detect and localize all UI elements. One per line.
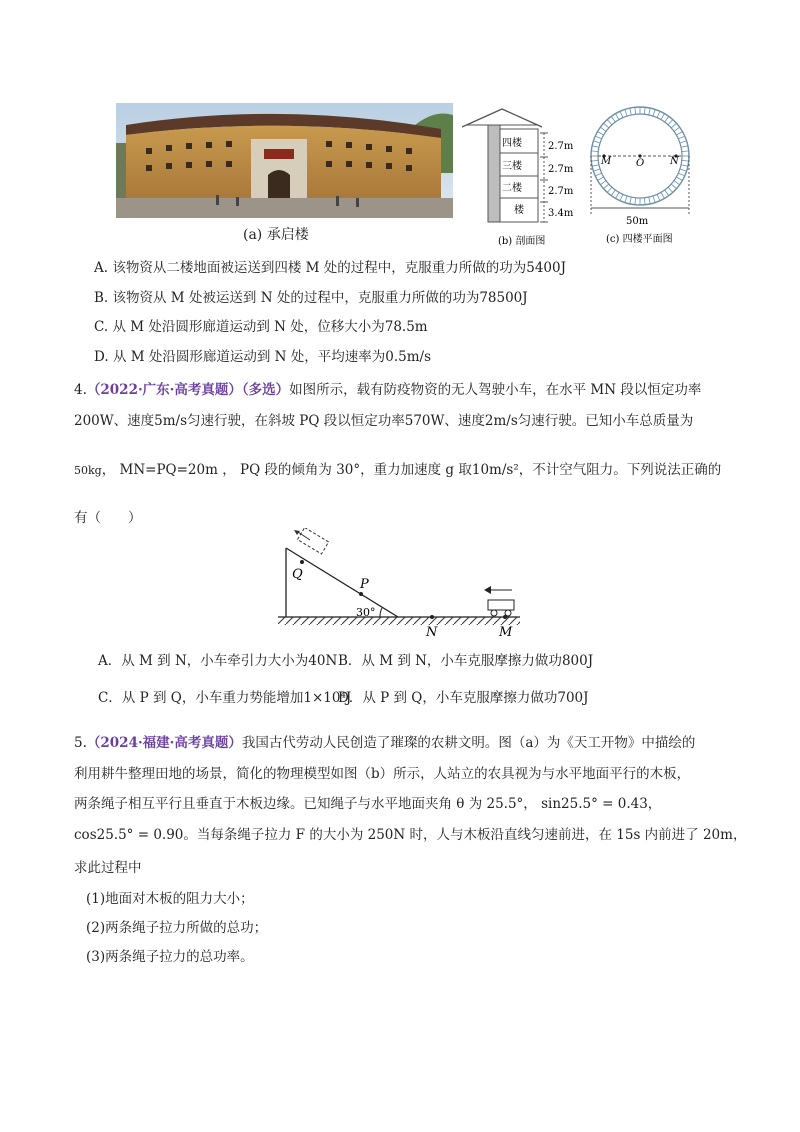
q4-option-d: D．从 P 到 Q，小车克服摩擦力做功700J bbox=[338, 690, 589, 706]
photo-caption: (a) 承启楼 bbox=[243, 227, 309, 243]
ring-tick bbox=[680, 141, 687, 143]
ring-tick bbox=[604, 123, 609, 128]
ring-tick bbox=[676, 132, 682, 136]
ring-tick bbox=[607, 187, 612, 192]
ring-tick bbox=[595, 136, 601, 139]
ring-tick bbox=[668, 120, 673, 125]
ring-tick bbox=[593, 141, 600, 143]
ring-tick bbox=[625, 109, 627, 116]
ring-tick bbox=[592, 165, 599, 166]
ring-tick bbox=[625, 196, 627, 203]
ring-tick bbox=[591, 151, 598, 152]
ring-tick bbox=[620, 111, 623, 117]
q5-line1: 5.（2024·福建·高考真题）我国古代劳动人民创造了璀璨的农耕文明。图（a）为《天工开物》中描绘的 bbox=[74, 735, 696, 751]
ring-tick bbox=[657, 194, 660, 200]
q5-source: （2024·福建·高考真题） bbox=[86, 735, 242, 751]
ring-tick bbox=[680, 169, 687, 171]
height-1: 3.4m bbox=[548, 208, 574, 219]
ring-tick bbox=[668, 187, 673, 192]
ring-tick bbox=[665, 116, 669, 122]
floor-3-label: 三楼 bbox=[502, 161, 522, 172]
q5-sub-3: (3)两条绳子拉力的总功率。 bbox=[86, 949, 254, 965]
height-4: 2.7m bbox=[548, 141, 574, 152]
ring-tick bbox=[671, 123, 676, 128]
q5-line5: 求此过程中 bbox=[74, 860, 142, 876]
ring-tick bbox=[607, 120, 612, 125]
ring-tick bbox=[657, 111, 660, 117]
ring-tick bbox=[616, 114, 620, 120]
floor-2-label: 二楼 bbox=[502, 183, 522, 194]
height-3: 2.7m bbox=[548, 164, 574, 175]
ring-tick bbox=[616, 192, 620, 198]
q5-sub-2: (2)两条绳子拉力所做的总功； bbox=[86, 920, 268, 936]
ring-tick bbox=[598, 177, 604, 181]
ring-tick bbox=[604, 184, 609, 189]
floor-1-label: 楼 bbox=[514, 205, 524, 216]
ring-tick bbox=[630, 108, 631, 115]
plan-diameter: 50m bbox=[626, 216, 649, 227]
ring-tick bbox=[593, 169, 600, 171]
ring-tick bbox=[611, 190, 615, 196]
plan-M: M bbox=[601, 156, 612, 167]
q4-line3: 50kg， MN=PQ=20m ， PQ 段的倾角为 30°，重力加速度 g 取10m/s²，不计空气阻力。下列说法正确的 bbox=[74, 462, 722, 478]
tulou-photo bbox=[116, 103, 453, 218]
q5-line3: 两条绳子相互平行且垂直于木板边缘。已知绳子与水平地面夹角 θ 为 25.5°， sin25.5° = 0.43， bbox=[74, 796, 662, 812]
q4-option-b: B．从 M 到 N，小车克服摩擦力做功800J bbox=[338, 653, 594, 669]
ring-tick bbox=[653, 109, 655, 116]
q5-line4: cos25.5° = 0.90。当每条绳子拉力 F 的大小为 250N 时，人与木板沿直线匀速前进，在 15s 内前进了 20m， bbox=[74, 827, 747, 843]
q4-line4: 有（ ） bbox=[74, 510, 142, 526]
ring-tick bbox=[678, 173, 684, 176]
q3-option-d: D. 从 M 处沿圆形廊道运动到 N 处，平均速率为0.5m/s bbox=[94, 349, 431, 365]
label-M: M bbox=[499, 625, 513, 640]
ring-tick bbox=[592, 146, 599, 147]
ring-tick bbox=[649, 108, 650, 115]
q4-line2: 200W、速度5m/s匀速行驶，在斜坡 PQ 段以恒定功率570W、速度2m/s匀速行驶。已知小车总质量为 bbox=[74, 413, 694, 429]
floor-4-label: 四楼 bbox=[502, 138, 522, 149]
ring-tick bbox=[682, 160, 689, 161]
label-Q: Q bbox=[292, 567, 303, 582]
ring-tick bbox=[674, 181, 680, 185]
ring-tick bbox=[644, 107, 645, 114]
q4-source: （2022·广东·高考真题）（多选） bbox=[86, 382, 290, 398]
ring-tick bbox=[682, 151, 689, 152]
ring-tick bbox=[678, 136, 684, 139]
ring-tick bbox=[620, 194, 623, 200]
incline-diagram bbox=[278, 528, 528, 643]
tulou-photo-image bbox=[116, 103, 453, 218]
q4-line1: 4.（2022·广东·高考真题）（多选）如图所示，载有防疫物资的无人驾驶小车，在水平 MN 段以恒定功率 bbox=[74, 382, 702, 398]
ring-tick bbox=[665, 190, 669, 196]
q5-line2: 利用耕牛整理田地的场景，简化的物理模型如图（b）所示，人站立的农具视为与水平地面平行的木板， bbox=[74, 766, 691, 782]
label-P: P bbox=[360, 577, 369, 592]
ring-tick bbox=[591, 160, 598, 161]
q3-option-c: C. 从 M 处沿圆形廊道运动到 N 处，位移大小为78.5m bbox=[94, 319, 428, 335]
ring-tick bbox=[681, 165, 688, 166]
q4-option-a: A．从 M 到 N，小车牵引力大小为40N bbox=[98, 653, 338, 669]
q4-option-c: C．从 P 到 Q，小车重力势能增加1×10⁴J bbox=[98, 690, 352, 706]
ring-tick bbox=[635, 198, 636, 205]
label-angle: 30° bbox=[356, 606, 376, 619]
ring-tick bbox=[598, 132, 604, 136]
q3-option-b: B. 该物资从 M 处被运送到 N 处的过程中，克服重力所做的功为78500J bbox=[94, 290, 528, 306]
ring-tick bbox=[611, 116, 615, 122]
ring-tick bbox=[661, 114, 665, 120]
ring-tick bbox=[671, 184, 676, 189]
plan-O: O bbox=[636, 158, 645, 169]
ring-tick bbox=[681, 146, 688, 147]
label-N: N bbox=[426, 625, 438, 640]
plan-diagram bbox=[588, 96, 698, 248]
height-2: 2.7m bbox=[548, 186, 574, 197]
ring-tick bbox=[661, 192, 665, 198]
plan-caption: (c) 四楼平面图 bbox=[606, 234, 673, 245]
ring-tick bbox=[649, 197, 650, 204]
ring-tick bbox=[600, 181, 606, 185]
ring-tick bbox=[630, 197, 631, 204]
ring-tick bbox=[653, 196, 655, 203]
section-diagram bbox=[462, 105, 587, 250]
plan-N: N bbox=[670, 156, 679, 167]
ring-tick bbox=[676, 177, 682, 181]
q5-sub-1: (1)地面对木板的阻力大小； bbox=[86, 891, 254, 907]
section-caption: (b) 剖面图 bbox=[498, 236, 546, 247]
ring-tick bbox=[635, 107, 636, 114]
ring-tick bbox=[600, 127, 606, 131]
ring-tick bbox=[644, 198, 645, 205]
q3-option-a: A. 该物资从二楼地面被运送到四楼 M 处的过程中，克服重力所做的功为5400J bbox=[94, 260, 567, 276]
ring-tick bbox=[674, 127, 680, 131]
ring-tick bbox=[595, 173, 601, 176]
